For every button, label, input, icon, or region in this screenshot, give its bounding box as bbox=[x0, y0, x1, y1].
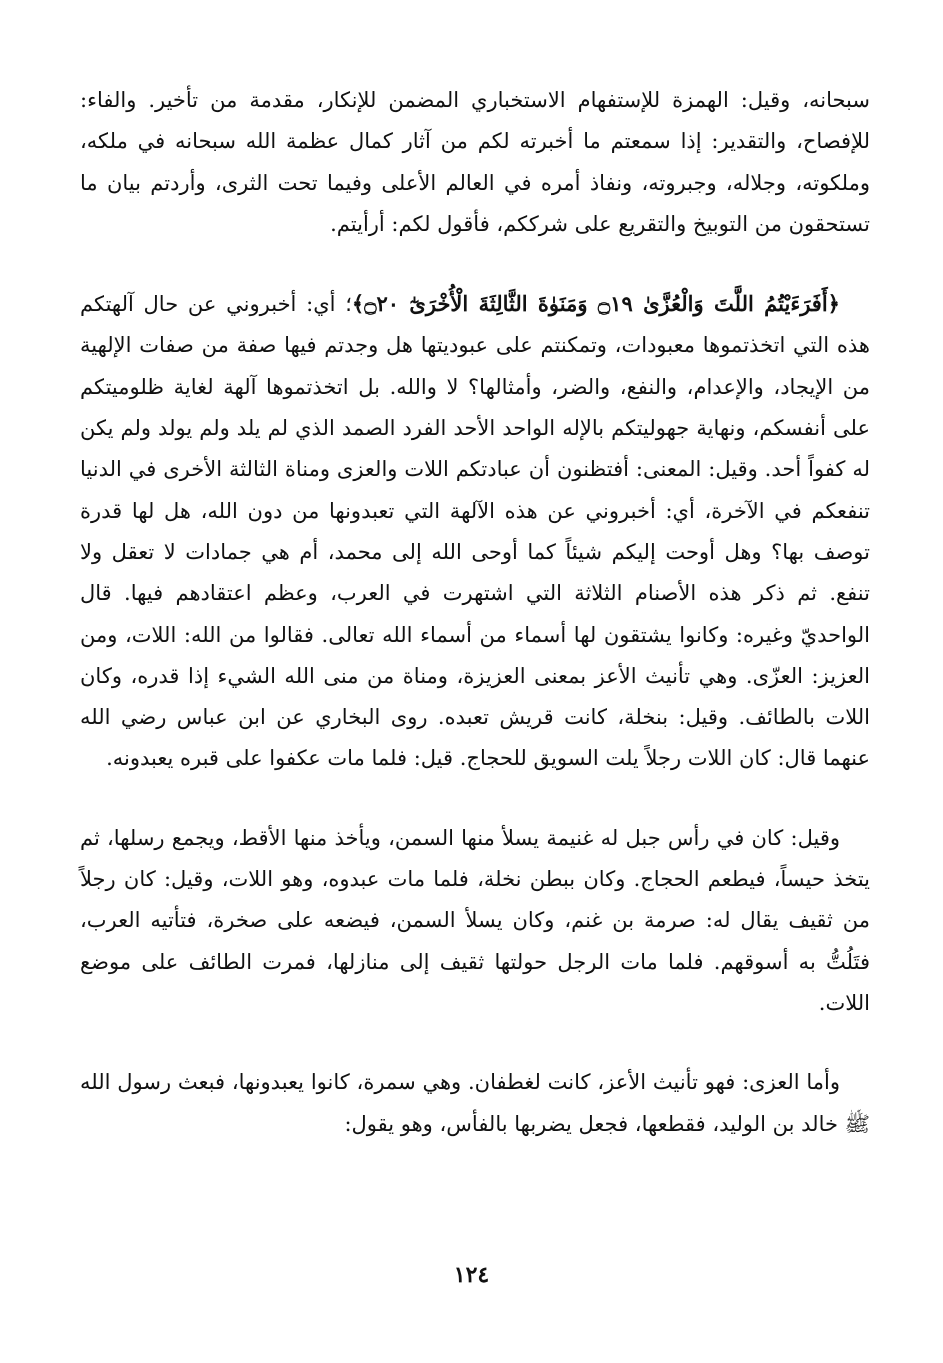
paragraph-3: وقيل: كان في رأس جبل له غنيمة يسلأ منها السمن، ويأخذ منها الأقط، ويجمع رسلها، ثم يتخذ حيساً، فيطعم الحجاج. وكان ببطن نخلة، فلما مات عبدوه، وهو اللات، وقيل: كان رجلاً من ثقيف يقال له: صرمة بن غنم، وكان يسلأ السمن، فيضعه على صخرة، فتأتيه العرب، فتَلُتُّ به أسوقهم. فلما مات الرجل حولتها ثقيف إلى منازلها، فمرت الطائف على موضع اللات. bbox=[80, 825, 870, 1015]
paragraph-4: وأما العزى: فهو تأنيث الأعز، كانت لغطفان. وهي سمرة، كانوا يعبدونها، فبعث رسول الله ﷺ خالد بن الوليد، فقطعها، فجعل يضربها بالفأس، وهو يقول: bbox=[80, 1070, 870, 1136]
paragraph-gap bbox=[80, 1024, 870, 1062]
page-number: ١٢٤ bbox=[453, 1262, 490, 1288]
quran-verse: ﴿أَفَرَءَيْتُمُ اللَّتَ وَالْعُزَّىٰ ۝١٩ وَمَنَوٰةَ الثَّالِثَةَ الْأُخْرَىٰٓ ۝٢٠﴾ bbox=[351, 291, 840, 317]
verse-separator: ؛ bbox=[335, 292, 352, 317]
paragraph-2 bbox=[80, 283, 870, 780]
paragraph-1: سبحانه، وقيل: الهمزة للإستفهام الاستخباري المضمن للإنكار، مقدمة من تأخير. والفاء: للإفصاح، والتقدير: إذا سمعتم ما أخبرته لكم من آثار كمال عظمة الله سبحانه في ملكه، وملكوته، وجلاله، وجبروته، ونفاذ أمره في العالم الأعلى وفيما تحت الثرى، وأردتم بيان ما تستحقون من التوبيخ والتقريع على شرككم، فأقول لكم: أرأيتم. bbox=[80, 88, 870, 236]
paragraph-2-text: أي: أخبروني عن حال آلهتكم هذه التي اتخذتموها معبودات، وتمكنتم على عبوديتها هل وجدتم فيها صفة من صفات الإلهية من الإيجاد، والإعدام، والنفع، والضر، وأمثالها؟ لا والله. بل اتخذتموها آلهة لغاية ظلوميتكم على أنفسكم، ونهاية جهوليتكم بالإله الواحد الأحد الفرد الصمد الذي لم يلد ولم يولد ولم يكن له كفواً أحد. وقيل: المعنى: أفتظنون أن عبادتكم اللات والعزى ومناة الثالثة الأخرى في الدنيا تنفعكم في الآخرة، أي: أخبروني عن هذه الآلهة التي تعبدونها من دون الله، هل لها قدرة توصف بها؟ وهل أوحت إليكم شيئاً كما أوحى الله إلى محمد، أم هي جمادات لا تعقل ولا تنفع. ثم ذكر هذه الأصنام الثلاثة التي اشتهرت في العرب، وعظم اعتقادهم فيها. قال الواحديّ وغيره: وكانوا يشتقون لها أسماء من أسماء الله تعالى. فقالوا من الله: اللات، ومن العزيز: العزّى. وهي تأنيث الأعز بمعنى العزيزة، ومناة من منى الله الشيء إذا قدره، وكان اللات بالطائف. وقيل: بنخلة، كانت قريش تعبده. روى البخاري عن ابن عباس رضي الله عنهما قال: كان اللات رجلاً يلت السويق للحجاج. قيل: فلما مات عكفوا على قبره يعبدونه. bbox=[80, 292, 870, 771]
page-body bbox=[80, 80, 870, 1145]
paragraph-gap bbox=[80, 245, 870, 283]
paragraph-gap bbox=[80, 780, 870, 818]
